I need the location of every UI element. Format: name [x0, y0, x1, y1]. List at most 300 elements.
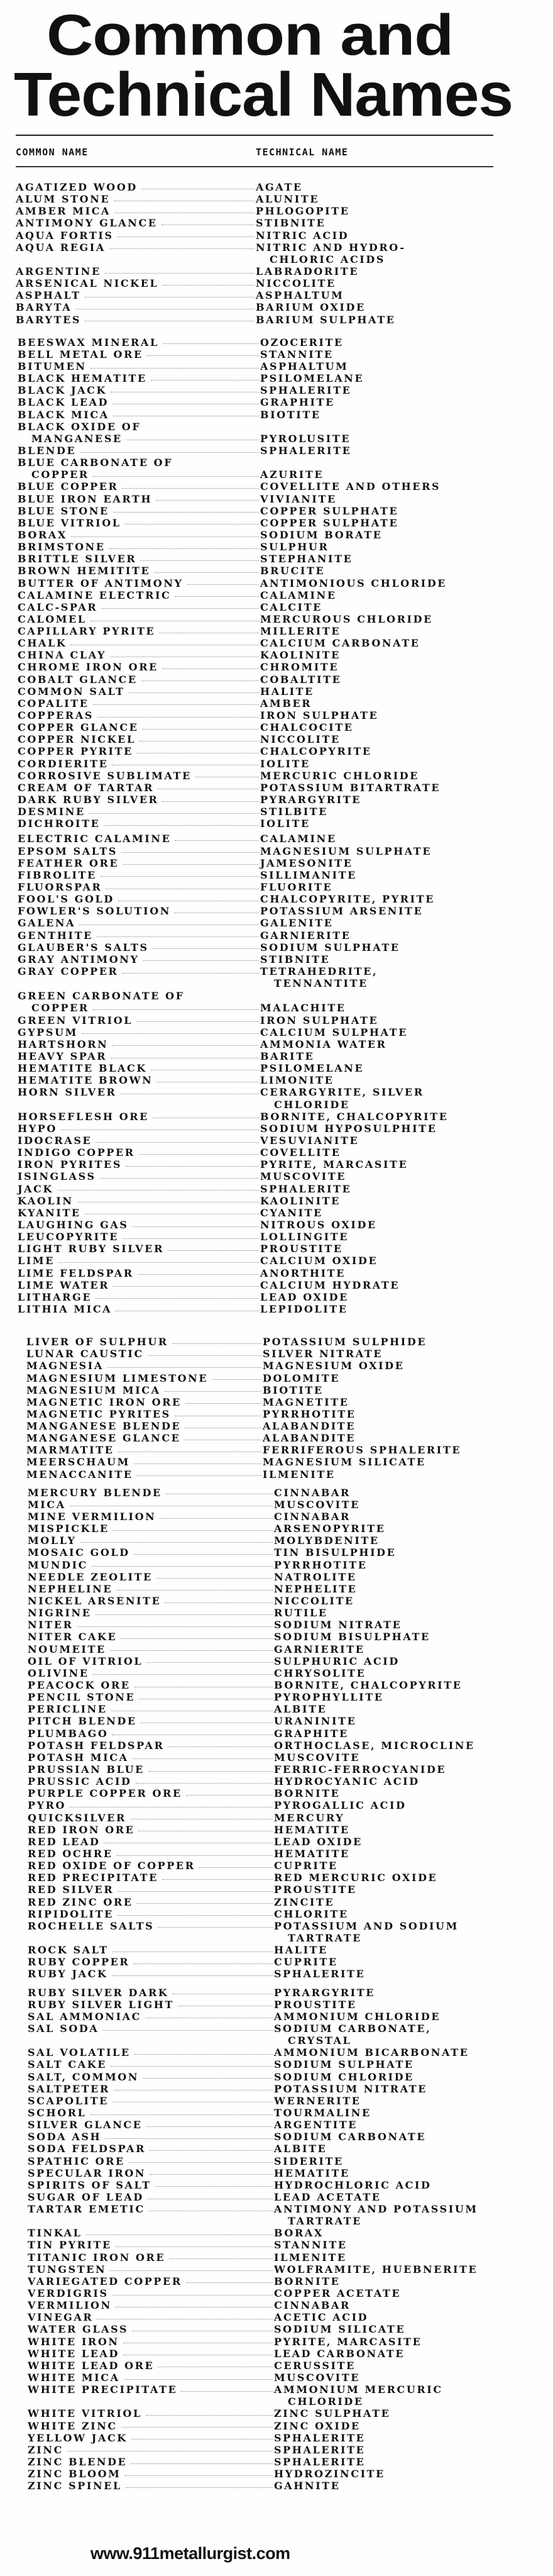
technical-name: MUSCOVITE [260, 1170, 347, 1183]
common-name: BLACK MICA [18, 408, 109, 421]
row-line [0, 2167, 553, 2179]
row-line [0, 2323, 553, 2335]
common-name: WHITE IRON [28, 2335, 119, 2348]
row-line [0, 1456, 553, 1468]
row-line [0, 1511, 553, 1523]
dot-leader [162, 284, 255, 286]
technical-name: CALCIUM HYDRATE [260, 1279, 400, 1291]
technical-name: KAOLINITE [260, 1194, 341, 1207]
common-name: COPALITE [18, 697, 89, 709]
common-cell [18, 1231, 260, 1243]
common-cell [28, 1535, 274, 1546]
technical-name: FERRIFEROUS SPHALERITE [263, 1444, 462, 1457]
common-cell [28, 1848, 274, 1860]
technical-name: ALUNITE [256, 193, 320, 206]
dot-leader [104, 1842, 273, 1843]
common-name: VINEGAR [28, 2311, 94, 2324]
dot-leader [82, 1033, 259, 1034]
table-row [0, 625, 553, 637]
common-cell [18, 1002, 260, 1014]
row-line [0, 1050, 553, 1062]
dot-leader [112, 2101, 273, 2102]
common-name: MUNDIC [28, 1558, 88, 1571]
technical-name: BARITE [260, 1050, 315, 1062]
dot-leader [112, 403, 259, 404]
table-row [0, 1763, 553, 1775]
row-line [0, 517, 553, 529]
technical-name: SPHALERITE [274, 1968, 366, 1980]
technical-name-continued: TARTRATE [288, 2215, 363, 2228]
row-line [0, 1487, 553, 1499]
common-cell [28, 1999, 274, 2011]
dot-leader [77, 1201, 259, 1202]
row-line [0, 565, 553, 577]
technical-name: MALACHITE [260, 1002, 346, 1014]
technical-name: CHLORITE [274, 1907, 349, 1920]
table-row [0, 2119, 553, 2131]
row-line [0, 1255, 553, 1267]
row-line [0, 348, 553, 360]
table-row [0, 2179, 553, 2191]
dot-leader [175, 912, 259, 913]
row-line [0, 230, 553, 242]
table-row [0, 2299, 553, 2311]
dot-leader [70, 1806, 273, 1807]
table-row [0, 565, 553, 577]
common-cell [18, 505, 260, 517]
row-line [0, 2058, 553, 2070]
technical-name: NITRIC AND HYDRO- [256, 241, 406, 253]
common-name: MERCURY BLENDE [28, 1486, 162, 1499]
common-cell [28, 2287, 274, 2299]
row-line [0, 1384, 553, 1396]
row-line [0, 1932, 553, 1944]
row-line [0, 277, 553, 289]
table-row [0, 2143, 553, 2155]
table-row [0, 770, 553, 782]
row-line [0, 1812, 553, 1824]
dot-leader [178, 2005, 273, 2006]
table-row [0, 541, 553, 553]
common-name: NOUMEITE [28, 1643, 106, 1655]
dot-leader [113, 511, 259, 513]
table-row [0, 1396, 553, 1408]
row-line [0, 1571, 553, 1583]
footer-website-link[interactable]: www.911metallurgist.com [90, 2544, 290, 2563]
row-line [0, 2360, 553, 2372]
row-line [0, 2348, 553, 2360]
technical-name: AGATE [256, 181, 303, 193]
common-cell [26, 1408, 263, 1420]
row-line [0, 205, 553, 217]
common-cell [18, 1267, 260, 1279]
common-cell [18, 469, 260, 480]
common-name: BLACK OXIDE OF [18, 420, 141, 433]
common-cell [18, 1135, 260, 1146]
technical-name: MERCUROUS CHLORIDE [260, 613, 433, 625]
dot-leader [92, 1565, 273, 1567]
table-row [0, 1607, 553, 1619]
technical-name: BORAX [274, 2227, 324, 2240]
table-row [0, 1824, 553, 1836]
table-row [0, 686, 553, 697]
table-row [0, 1812, 553, 1824]
technical-name: COPPER SULPHATE [260, 504, 399, 517]
row-line [0, 2299, 553, 2311]
common-cell [18, 1291, 260, 1303]
common-cell [18, 480, 260, 492]
common-cell [26, 1468, 263, 1480]
table-row [0, 1255, 553, 1267]
common-name: AQUA REGIA [16, 241, 106, 253]
common-cell [28, 2023, 274, 2035]
table-row [0, 1231, 553, 1243]
technical-name: PROUSTITE [274, 1998, 357, 2011]
dot-leader [137, 1902, 273, 1904]
row-line [0, 553, 553, 565]
dot-leader [148, 1355, 261, 1356]
table-row [0, 1523, 553, 1535]
row-line [0, 396, 553, 408]
row-line [0, 758, 553, 770]
dot-leader [93, 704, 259, 705]
common-name: NITER CAKE [28, 1631, 118, 1643]
dot-leader [116, 2306, 273, 2307]
common-cell [18, 541, 260, 553]
common-cell [18, 529, 260, 541]
technical-name: LOLLINGITE [260, 1231, 349, 1243]
technical-name: ALABANDITE [263, 1420, 356, 1433]
common-name: INDIGO COPPER [18, 1146, 135, 1159]
common-cell [18, 1243, 260, 1255]
table-row [0, 2167, 553, 2179]
table-row [0, 649, 553, 661]
common-name: SPECULAR IRON [28, 2167, 146, 2179]
common-name: HEAVY SPAR [18, 1050, 107, 1062]
common-name: BUTTER OF ANTIMONY [18, 577, 183, 589]
dot-leader [151, 379, 259, 380]
common-cell [28, 1740, 274, 1752]
common-name: ZINC BLOOM [28, 2468, 121, 2480]
row-line [0, 806, 553, 818]
dot-leader [112, 1045, 259, 1046]
table-row [0, 289, 553, 301]
common-cell [28, 1691, 274, 1703]
technical-name: ZINCITE [274, 1896, 335, 1908]
technical-name: ACETIC ACID [274, 2311, 369, 2324]
row-line [0, 1170, 553, 1182]
table-row [0, 1336, 553, 1348]
row-line [0, 794, 553, 806]
dot-leader [93, 1674, 273, 1675]
common-cell [18, 565, 260, 577]
table-row [0, 2311, 553, 2323]
technical-name: PROUSTITE [260, 1243, 343, 1255]
dot-leader [156, 1081, 259, 1082]
row-line [0, 733, 553, 745]
technical-name: MILLERITE [260, 625, 341, 638]
technical-name: ASPHALTUM [256, 289, 344, 302]
dot-leader [151, 1069, 259, 1070]
technical-name: STEPHANITE [260, 553, 353, 565]
common-cell [16, 181, 256, 193]
row-line [0, 1135, 553, 1146]
row-line [0, 2456, 553, 2468]
table-row [0, 806, 553, 818]
common-name: BORAX [18, 528, 67, 541]
dot-leader [175, 1415, 261, 1416]
row-line [0, 1848, 553, 1860]
common-cell [28, 2203, 274, 2215]
technical-name: NITROUS OXIDE [260, 1218, 377, 1231]
technical-name: IRON SULPHATE [260, 709, 379, 722]
table-row [0, 930, 553, 941]
technical-name: ZINC OXIDE [274, 2419, 361, 2432]
row-line [0, 661, 553, 673]
common-cell [28, 1956, 274, 1968]
row-line [0, 1279, 553, 1291]
column-header-technical-name: TECHNICAL NAME [256, 147, 349, 158]
common-name: RUBY JACK [28, 1968, 108, 1980]
dot-leader [134, 2053, 273, 2055]
technical-name: BIOTITE [260, 408, 321, 421]
common-cell [18, 905, 260, 917]
common-name: LAUGHING GAS [18, 1218, 129, 1231]
common-cell [28, 2420, 274, 2432]
dot-leader [162, 224, 255, 225]
table-row [0, 733, 553, 745]
row-line [0, 1872, 553, 1884]
row-line [0, 1752, 553, 1763]
header-rule-top [16, 135, 493, 136]
table-row [0, 193, 553, 205]
common-name: PYRO [28, 1799, 67, 1812]
table-row [0, 1872, 553, 1884]
dot-leader [165, 1602, 273, 1603]
column-header-common-name: COMMON NAME [16, 147, 89, 158]
technical-name: CHALCOCITE [260, 721, 354, 734]
technical-name: MAGNESIUM SULPHATE [260, 845, 432, 857]
common-name: ZINC SPINEL [28, 2480, 122, 2492]
table-row [0, 2444, 553, 2456]
common-name: BEESWAX MINERAL [18, 336, 159, 348]
common-name: NEPHELINE [28, 1582, 113, 1595]
row-line [0, 1099, 553, 1111]
row-line [0, 2468, 553, 2480]
common-cell [28, 1703, 274, 1715]
dot-leader [100, 1177, 259, 1179]
table-row [0, 601, 553, 613]
row-line [0, 2480, 553, 2492]
common-name: EPSOM SALTS [18, 845, 118, 857]
dot-leader [185, 1402, 261, 1404]
table-row [0, 818, 553, 830]
common-name: VERDIGRIS [28, 2287, 109, 2300]
row-line [0, 2143, 553, 2155]
common-cell [28, 2360, 274, 2372]
row-line [0, 2287, 553, 2299]
table-row [0, 493, 553, 505]
row-line [0, 2311, 553, 2323]
common-name: BITUMEN [18, 360, 87, 372]
dot-leader [199, 1867, 273, 1868]
page-title-line-2: Technical Names [14, 60, 513, 129]
dot-leader [104, 824, 259, 826]
row-line [0, 314, 553, 326]
technical-name: PYRITE, MARCASITE [274, 2335, 422, 2348]
row-line [0, 1643, 553, 1655]
dot-leader [130, 1818, 273, 1819]
row-line [0, 1026, 553, 1038]
table-row [0, 1511, 553, 1523]
common-name: MINE VERMILION [28, 1511, 156, 1523]
common-name: JACK [18, 1182, 54, 1195]
common-name: COPPER NICKEL [18, 733, 136, 746]
common-name: COPPER GLANCE [18, 721, 139, 734]
row-line [0, 625, 553, 637]
common-name: KAOLIN [18, 1194, 74, 1207]
table-row [0, 905, 553, 917]
common-cell [18, 1086, 260, 1098]
common-cell [26, 1432, 263, 1444]
common-cell [16, 230, 256, 242]
table-row [0, 1956, 553, 1968]
common-name: ROCHELLE SALTS [28, 1919, 155, 1932]
common-name: LIGHT RUBY SILVER [18, 1243, 164, 1255]
dot-leader [112, 764, 259, 765]
technical-name: MUSCOVITE [274, 1751, 361, 1763]
common-cell [18, 372, 260, 384]
technical-name: SODIUM HYPOSULPHITE [260, 1122, 437, 1135]
technical-name: SIDERITE [274, 2155, 344, 2167]
table-row [0, 1074, 553, 1086]
row-line [0, 1787, 553, 1799]
table-row [0, 1667, 553, 1679]
row-line [0, 1715, 553, 1727]
table-row [0, 1038, 553, 1050]
common-name: TIN PYRITE [28, 2239, 112, 2251]
common-cell [26, 1360, 263, 1372]
common-name: RIPIDOLITE [28, 1907, 114, 1920]
table-row [0, 1499, 553, 1511]
row-line [0, 289, 553, 301]
table-row [0, 1456, 553, 1468]
technical-name: SILLIMANITE [260, 869, 357, 881]
common-name: AQUA FORTIS [16, 229, 114, 242]
dot-leader [61, 1129, 259, 1130]
dot-leader [118, 900, 259, 901]
technical-name: POTASSIUM NITRATE [274, 2082, 428, 2095]
table-row [0, 1219, 553, 1231]
table-row [0, 613, 553, 625]
common-cell [18, 1219, 260, 1231]
common-cell [28, 1619, 274, 1631]
dot-leader [96, 1614, 273, 1615]
technical-name: LEAD CARBONATE [274, 2347, 405, 2360]
common-cell [18, 1074, 260, 1086]
common-name: PRUSSIAN BLUE [28, 1763, 145, 1775]
common-name: FOWLER'S SOLUTION [18, 905, 172, 918]
technical-name: COBALTITE [260, 673, 342, 686]
technical-name: URANINITE [274, 1715, 357, 1728]
common-cell [28, 2468, 274, 2480]
common-name: FEATHER ORE [18, 857, 119, 869]
table-row [0, 845, 553, 857]
table-row [0, 1408, 553, 1420]
common-name: LITHIA MICA [18, 1302, 112, 1315]
row-line [0, 857, 553, 869]
dot-leader [136, 1782, 273, 1784]
dot-leader [116, 1589, 273, 1591]
row-line [0, 265, 553, 277]
table-row [0, 409, 553, 421]
technical-name: AMBER [260, 697, 312, 709]
common-name: RED LEAD [28, 1835, 101, 1848]
common-cell [16, 217, 256, 229]
dot-leader [111, 1057, 259, 1058]
common-name: GRAY ANTIMONY [18, 953, 140, 965]
common-cell [16, 193, 256, 205]
dot-leader [126, 1165, 259, 1167]
table-row [0, 2263, 553, 2275]
technical-name: ANORTHITE [260, 1267, 346, 1279]
common-cell [28, 1944, 274, 1956]
technical-name-continued: TENNANTITE [274, 977, 368, 990]
dot-leader [101, 608, 259, 609]
row-line [0, 2407, 553, 2419]
common-name: COPPER PYRITE [18, 745, 133, 758]
row-line [0, 577, 553, 589]
technical-name: AMMONIUM CHLORIDE [274, 2010, 441, 2023]
table-row [0, 1920, 553, 1944]
table-row [0, 1123, 553, 1135]
table-row [0, 2131, 553, 2143]
row-line [0, 990, 553, 1002]
dot-leader [146, 1662, 273, 1663]
common-name: ANTIMONY GLANCE [16, 217, 158, 230]
common-name: ZINC BLENDE [28, 2456, 128, 2468]
common-cell [18, 1062, 260, 1074]
common-cell [18, 818, 260, 830]
row-line [0, 409, 553, 421]
technical-name: AMMONIUM MERCURIC [274, 2384, 443, 2396]
technical-name: PYROPHYLLITE [274, 1691, 384, 1704]
dot-leader [111, 1710, 273, 1711]
dot-leader [129, 2162, 273, 2163]
technical-name-continued: TARTRATE [288, 1931, 363, 1944]
dot-leader [162, 1879, 273, 1880]
row-line [0, 818, 553, 830]
common-cell [18, 674, 260, 686]
dot-leader [153, 948, 259, 949]
table-row [0, 709, 553, 721]
common-name: PURPLE COPPER ORE [28, 1787, 182, 1800]
table-row [0, 674, 553, 686]
common-name: BARYTA [16, 301, 72, 314]
common-cell [28, 2275, 274, 2287]
common-cell [28, 1896, 274, 1908]
dot-leader [105, 272, 255, 274]
table-row [0, 457, 553, 480]
dot-leader [172, 1993, 273, 1994]
row-line [0, 686, 553, 697]
table-row [0, 1559, 553, 1571]
dot-leader [148, 2198, 273, 2199]
common-cell [28, 1559, 274, 1571]
table-row [0, 1086, 553, 1110]
common-cell [18, 721, 260, 733]
common-name: GALENA [18, 917, 76, 930]
